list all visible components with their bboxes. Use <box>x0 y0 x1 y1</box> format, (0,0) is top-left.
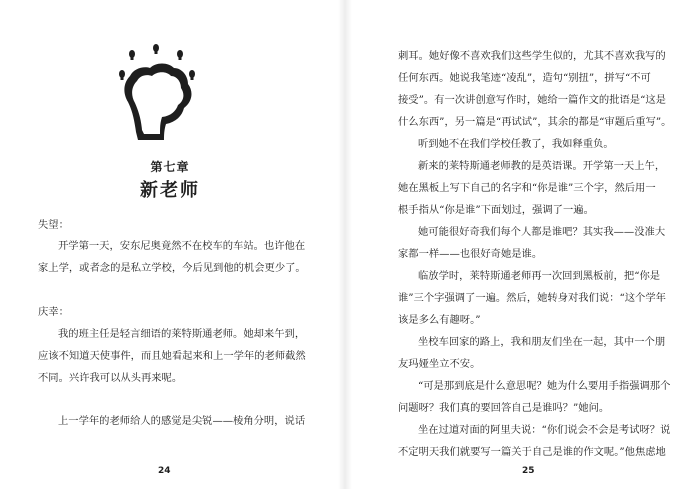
chapter-number: 第七章 <box>150 160 190 174</box>
paragraph-line: 庆幸： <box>38 306 69 318</box>
paragraph-line: 不定明天我们就要写一篇关于自己是谁的作文呢。”他焦虑地 <box>398 446 666 458</box>
paragraph-line: 应该不知道天使事件，而且她看起来和上一学年的老师截然 <box>38 350 306 362</box>
paragraph-line: 上一学年的老师给人的感觉是尖锐——棱角分明，说话 <box>58 415 306 427</box>
paragraph-line: 该是多么有趣呀。” <box>398 314 481 326</box>
page-gutter <box>338 0 352 489</box>
paragraph-line: “可是那到底是什么意思呢？她为什么要用手指强调那个 <box>418 380 671 392</box>
paragraph-line: 失望： <box>38 219 69 231</box>
paragraph-line: 根手指从“你是谁”下面划过，强调了一遍。 <box>398 204 594 216</box>
paragraph-line: 刺耳。她好像不喜欢我们这些学生似的，尤其不喜欢我写的 <box>398 50 666 62</box>
chapter-title: 新老师 <box>140 180 200 201</box>
paragraph-line: 家都一样——也很好奇她是谁。 <box>398 248 543 260</box>
paragraph-line: 谁”三个字强调了一遍。然后，她转身对我们说：“这个学年 <box>398 292 666 304</box>
paragraph-line: 什么东西”，另一篇是“再试试”，其余的都是“审题后重写”。 <box>398 116 672 128</box>
paragraph-line: 坐校车回家的路上，我和朋友们坐在一起，其中一个朋 <box>418 336 666 348</box>
paragraph-line: 新来的莱特斯通老师教的是英语课。开学第一天上午， <box>418 160 666 172</box>
paragraph-line: 家上学，或者念的是私立学校，今后见到他的机会更少了。 <box>38 262 306 274</box>
paragraph-line: 她可能很好奇我们每个人都是谁吧？其实我——没准大 <box>418 226 666 238</box>
paragraph-line: 不同。兴许我可以从头再来呢。 <box>38 372 183 384</box>
paragraph-line: 她在黑板上写下自己的名字和“你是谁”三个字，然后用一 <box>398 182 656 194</box>
page-number-left: 24 <box>158 466 171 476</box>
paragraph-line: 临放学时，莱特斯通老师再一次回到黑板前，把“你是 <box>418 270 661 282</box>
paragraph-line: 友玛娅坐立不安。 <box>398 358 481 370</box>
page-number-right: 25 <box>522 466 535 476</box>
paragraph-line: 听到她不在我们学校任教了，我如释重负。 <box>418 138 614 150</box>
paragraph-line: 接受”。有一次讲创意写作时，她给一篇作文的批语是“这是 <box>398 94 666 106</box>
paragraph-line: 问题呀？我们真的要回答自己是谁吗？”她问。 <box>398 402 610 414</box>
paragraph-line: 任何东西。她说我笔迹“凌乱”，造句“别扭”，拼写“不可 <box>398 72 651 84</box>
paragraph-line: 坐在过道对面的阿里夫说：“你们说会不会是考试呀？说 <box>418 424 671 436</box>
paragraph-line: 开学第一天，安东尼奥竟然不在校车的车站。也许他在 <box>58 240 306 252</box>
paragraph-line: 我的班主任是轻言细语的莱特斯通老师。她却来午到， <box>58 328 306 340</box>
head-silhouette-with-bulbs-icon <box>116 44 198 144</box>
